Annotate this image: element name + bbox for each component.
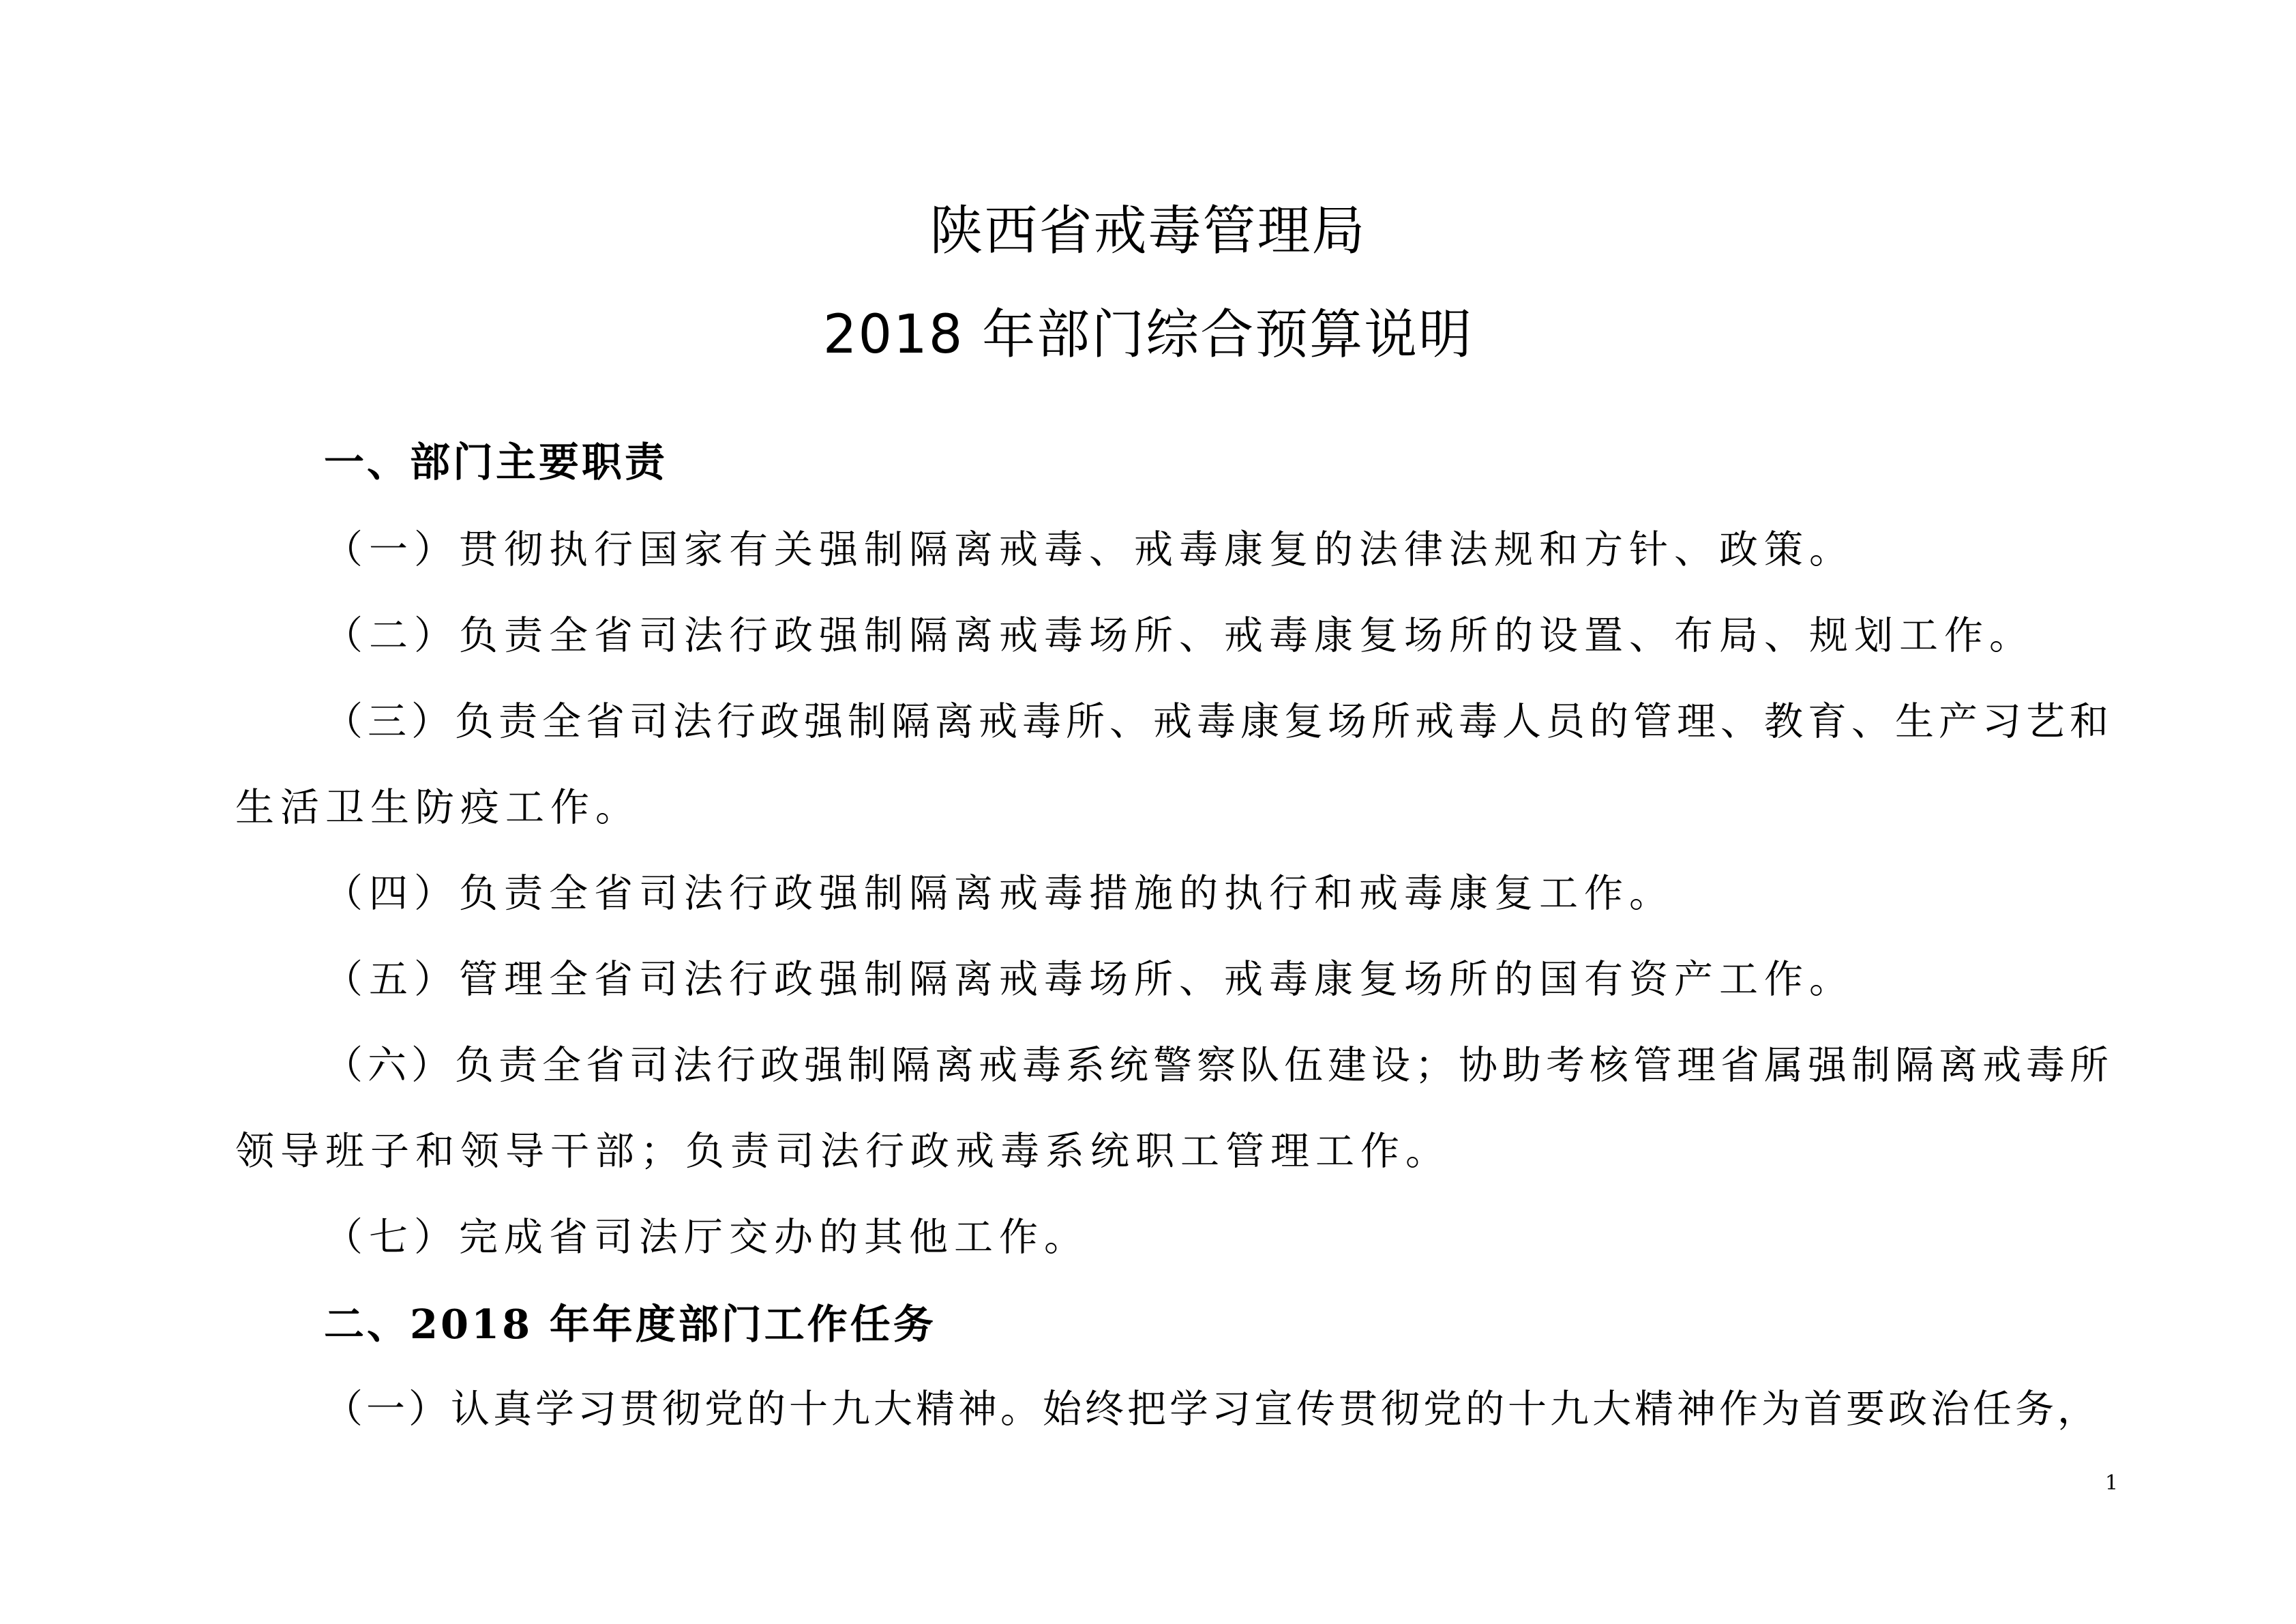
- page-number: 1: [2105, 1471, 2119, 1495]
- duty-item-1: （一）贯彻执行国家有关强制隔离戒毒、戒毒康复的法律法规和方针、政策。: [324, 527, 1854, 572]
- duty-item-2: （二）负责全省司法行政强制隔离戒毒场所、戒毒康复场所的设置、布局、规划工作。: [324, 613, 2034, 658]
- duty-item-6: （六）负责全省司法行政强制隔离戒毒系统警察队伍建设；协助考核管理省属强制隔离戒毒所: [324, 1043, 2113, 1088]
- duty-item-6-continued: 领导班子和领导干部；负责司法行政戒毒系统职工管理工作。: [235, 1129, 1450, 1174]
- duty-item-4: （四）负责全省司法行政强制隔离戒毒措施的执行和戒毒康复工作。: [324, 871, 1674, 916]
- document-title: 陕西省戒毒管理局: [929, 201, 1367, 262]
- duty-item-7: （七）完成省司法厅交办的其他工作。: [324, 1215, 1089, 1260]
- duty-item-5: （五）管理全省司法行政强制隔离戒毒场所、戒毒康复场所的国有资产工作。: [324, 957, 1854, 1002]
- section-heading-tasks: 二、2018 年年度部门工作任务: [324, 1301, 936, 1348]
- duty-item-3: （三）负责全省司法行政强制隔离戒毒所、戒毒康复场所戒毒人员的管理、教育、生产习艺和: [324, 699, 2113, 744]
- task-item-1: （一）认真学习贯彻党的十九大精神。始终把学习宣传贯彻党的十九大精神作为首要政治任务，: [324, 1387, 2100, 1432]
- section-heading-duties: 一、部门主要职责: [324, 439, 668, 486]
- duty-item-3-continued: 生活卫生防疫工作。: [235, 785, 640, 830]
- document-subtitle: 2018 年部门综合预算说明: [822, 304, 1474, 366]
